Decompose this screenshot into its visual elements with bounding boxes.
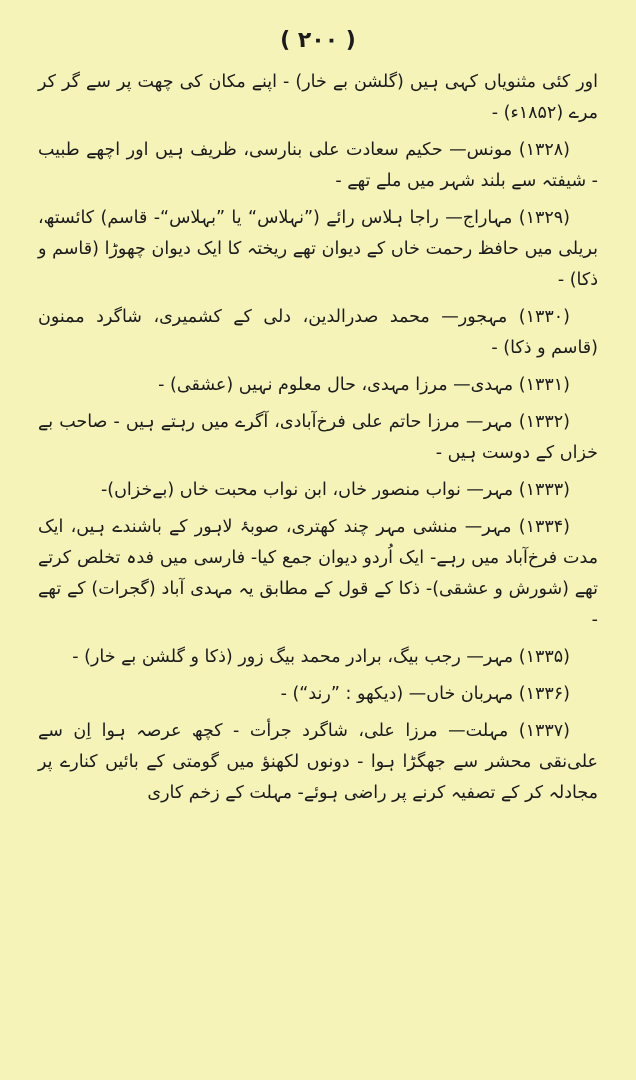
entry-1337: (۱۳۳۷) مہلت— مرزا علی، شاگرد جرأت - کچھ عرصہ ہوا اِن سے علی‌نقی محشر سے جھگڑا ہوا - دونوں لکھنؤ میں گومتی کے بائیں کنارے پر مجادلہ کر کے تصفیہ کرنے پر راضی ہوئے- مہلت کے زخم کاری [38,721,598,803]
entry-1329: (۱۳۲۹) مہاراج— راجا ہلاس رائے (”نہلاس“ یا ”بہلاس“- قاسم) کائستھ، بریلی میں حافظ رحمت خاں کے دیوان تھے ریختہ کا ایک دیوان چھوڑا (قاسم و ذکا) - [38,208,598,290]
entry-1331: (۱۳۳۱) مہدی— مرزا مہدی، حال معلوم نہیں (عشقی) - [158,375,570,395]
entry-1335: (۱۳۳۵) مہر— رجب بیگ، برادر محمد بیگ زور (ذکا و گلشن بے خار) - [72,647,570,667]
entry-1328: (۱۳۲۸) مونس— حکیم سعادت علی بنارسی، ظریف ہیں اور اچھے طبیب - شیفتہ سے بلند شہر میں ملے تھے - [38,140,598,191]
entry-1333: (۱۳۳۳) مہر— نواب منصور خاں، ابن نواب محبت خاں (بےخزاں)- [100,480,570,500]
page-body [38,67,598,809]
entry-1330: (۱۳۳۰) مہجور— محمد صدرالدین، دلی کے کشمیری، شاگرد ممنون (قاسم و ذکا) - [38,307,598,358]
entry-1332: (۱۳۳۲) مہر— مرزا حاتم علی فرخ‌آبادی، آگرے میں رہتے ہیں - صاحب بے خزاں کے دوست ہیں - [38,412,598,463]
entry-1336: (۱۳۳۶) مہربان خاں— (دیکھو : ”رند“) - [280,684,570,704]
page-number: ( ۲۰۰ ) [280,28,356,53]
paragraph-continuation: اور کئی مثنویاں کہی ہیں (گلشن بے خار) - اپنے مکان کی چھت پر سے گر کر مرے (۱۸۵۲ء) - [38,72,598,123]
entry-1334: (۱۳۳۴) مہر— منشی مہر چند کھتری، صوبۂ لاہور کے باشندے ہیں، ایک مدت فرخ‌آباد میں رہے- ایک اُردو دیوان جمع کیا- فارسی میں فدہ تخلص کرتے تھے (شورش و عشقی)- ذکا کے قول کے مطابق یہ مہدی آباد (گجرات) کے تھے - [38,517,598,630]
